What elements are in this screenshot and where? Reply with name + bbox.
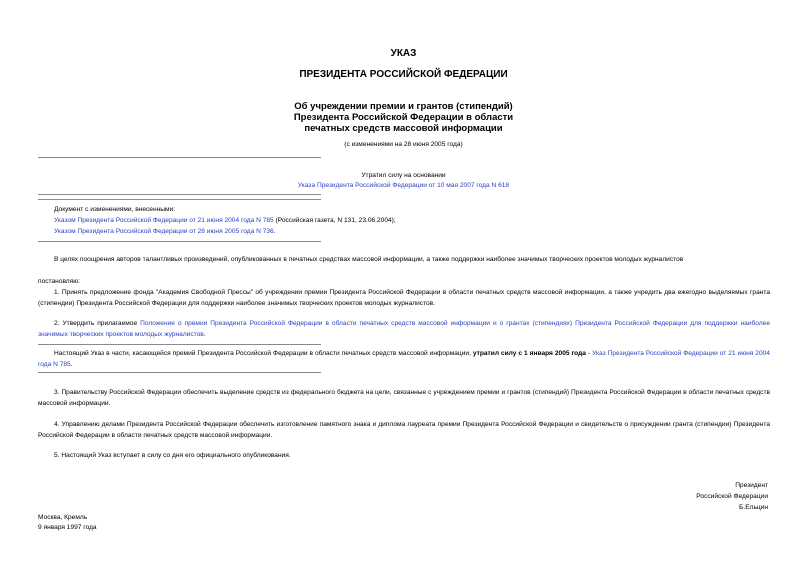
decree-word: постановляю: — [38, 278, 81, 285]
signature-line: Российской Федерации — [696, 493, 768, 500]
p2-prefix: 2. Утвердить прилагаемое — [54, 320, 141, 327]
lost-force-link[interactable]: Указа Президента Российской Федерации от 10 мая 2007 года N 618 — [297, 182, 510, 189]
p2-suffix: . — [203, 331, 206, 338]
signature-name: Б.Ельцин — [739, 504, 768, 511]
changes-box — [54, 204, 774, 237]
subject-line: печатных средств массовой информации — [304, 123, 503, 134]
paragraph-5: 5. Настоящий Указ вступает в силу со дня его официального опубликования. — [54, 452, 291, 459]
divider — [38, 194, 321, 195]
divider — [38, 372, 321, 373]
doc-subject — [0, 101, 807, 134]
note-link[interactable]: Указ Президента Российской Федерации от 21 июня 2004 года N 785 — [38, 350, 770, 368]
divider — [38, 344, 321, 345]
changes-item-source: (Российская газета, N 131, 23.06.2004); — [273, 217, 396, 224]
changes-link-2004[interactable]: Указом Президента Российской Федерации от 21 июня 2004 года N 785 — [54, 217, 274, 224]
note-dash: - — [585, 350, 593, 357]
regulation-link[interactable]: Положение о премии Президента Российской Федерации в области печатных средств массовой информации и о грантах (стипендиях) Президента Российской Федерации для поддержки наиболее значимых творческих проектов молодых журналистов — [38, 320, 771, 338]
note-paragraph — [38, 348, 770, 370]
paragraph-1: 1. Принять предложение фонда "Академия Свободной Прессы" об учреждении премии Президента Российской Федерации в области печатных средств массовой информации, а также учредить два ежегодно выделяемых гранта (стипендии) Президента Российской Федерации для поддержки наиболее значимых творческих проектов молодых журналистов. — [38, 289, 770, 307]
divider — [38, 199, 321, 200]
amendments-note: (с изменениями на 28 июня 2005 года) — [344, 141, 463, 148]
changes-heading: Документ с изменениями, внесенными: — [54, 206, 176, 213]
subject-line: Об учреждении премии и грантов (стипендий) — [294, 101, 513, 112]
date: 9 января 1997 года — [38, 524, 97, 531]
divider — [38, 241, 321, 242]
changes-item-end: . — [273, 228, 276, 235]
lost-force-label: Утратил силу на основании — [361, 172, 446, 179]
place: Москва, Кремль — [38, 514, 88, 521]
changes-item — [54, 215, 774, 226]
changes-link-2005[interactable]: Указом Президента Российской Федерации от 28 июня 2005 года N 736 — [54, 228, 274, 235]
note-bold: утратил силу с 1 января 2005 года — [472, 350, 586, 357]
preamble: В целях поощрения авторов талантливых произведений, опубликованных в печатных средствах массовой информации, а также поддержки наиболее значимых творческих проектов молодых журналистов — [54, 256, 684, 263]
signature-line: Президент — [735, 482, 768, 489]
paragraph-4: 4. Управлению делами Президента Российской Федерации обеспечить изготовление памятного знака и диплома лауреата премии Президента Российской Федерации и свидетельств о присуждении гранта (стипендии) Президента Российской Федерации в области печатных средств массовой информации. — [38, 421, 770, 439]
doc-title: УКАЗ — [390, 48, 417, 59]
divider — [38, 157, 321, 158]
paragraph-2 — [38, 318, 770, 340]
signature-block — [560, 480, 768, 513]
changes-item — [54, 226, 774, 237]
note-text: Настоящий Указ в части, касающейся премий Президента Российской Федерации в области печатных средств массовой информации, — [54, 350, 473, 357]
subject-line: Президента Российской Федерации в области — [293, 112, 514, 123]
paragraph-3: 3. Правительству Российской Федерации обеспечить выделение средств из федерального бюджета на цели, связанные с учреждением премии и грантов (стипендий) Президента Российской Федерации в области печатных средств массовой информации. — [38, 389, 770, 407]
doc-issuer: ПРЕЗИДЕНТА РОССИЙСКОЙ ФЕДЕРАЦИИ — [299, 69, 508, 80]
note-end: . — [70, 361, 73, 368]
